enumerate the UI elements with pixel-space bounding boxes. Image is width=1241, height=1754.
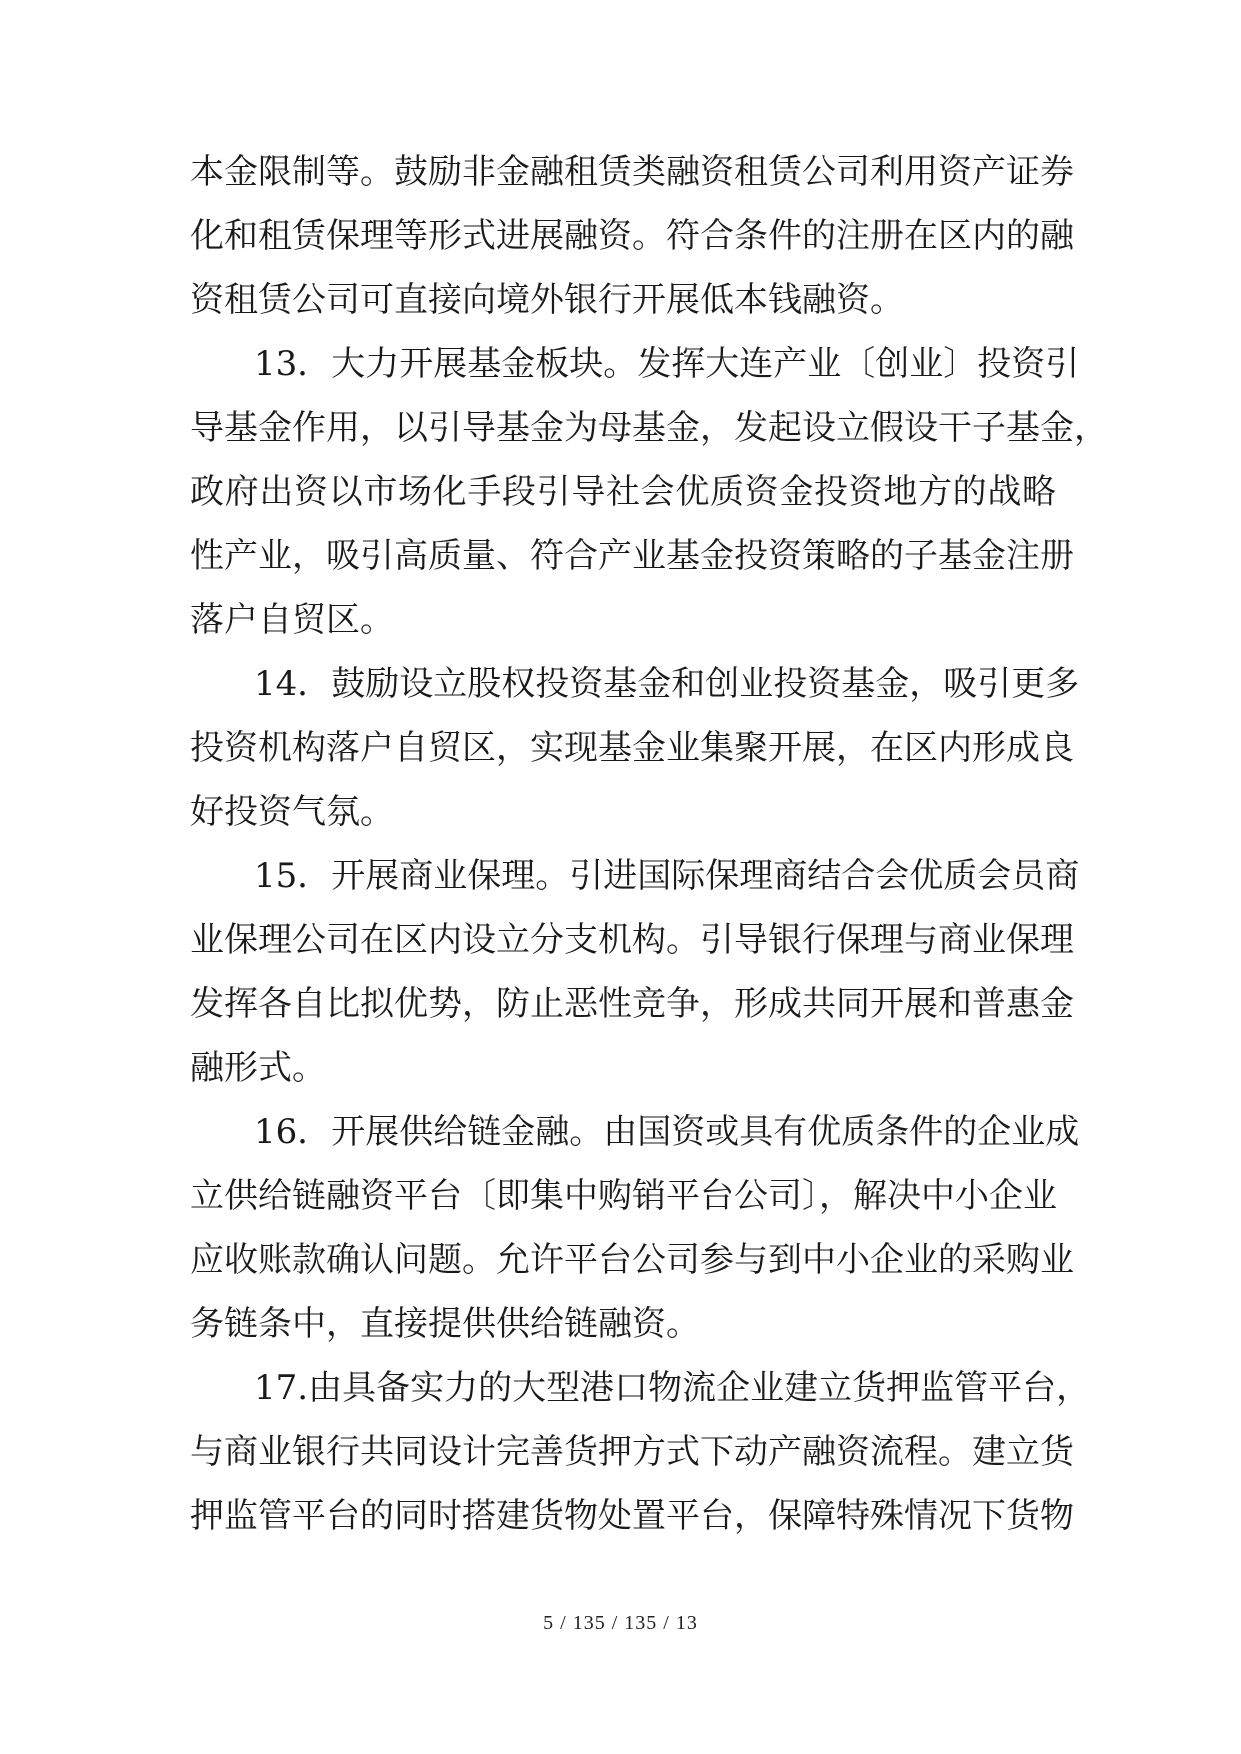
text-line: 导基金作用，以引导基金为母基金，发起设立假设干子基金， — [190, 408, 1108, 448]
text-line: 政府出资以市场化手段引导社会优质资金投资地方的战略 — [190, 472, 1056, 512]
text-line: 业保理公司在区内设立分支机构。引导银行保理与商业保理 — [190, 920, 1074, 960]
text-line: 性产业，吸引高质量、符合产业基金投资策略的子基金注册 — [190, 536, 1074, 576]
text-line: 务链条中，直接提供供给链融资。 — [190, 1304, 700, 1344]
paragraph-item-15 — [190, 844, 1080, 1100]
text-line: 落户自贸区。 — [190, 600, 394, 640]
page-footer: 5 / 135 / 135 / 13 — [543, 1612, 698, 1634]
text-line: 17.由具备实力的大型港口物流企业建立货押监管平台， — [254, 1368, 1091, 1408]
text-line: 与商业银行共同设计完善货押方式下动产融资流程。建立货 — [190, 1432, 1074, 1472]
text-line: 融形式。 — [190, 1048, 326, 1088]
paragraph-item-17 — [190, 1356, 1091, 1548]
text-line: 化和租赁保理等形式进展融资。符合条件的注册在区内的融 — [190, 216, 1074, 256]
paragraph-item-13 — [190, 332, 1108, 652]
text-line: 押监管平台的同时搭建货物处置平台，保障特殊情况下货物 — [190, 1496, 1074, 1536]
text-line: 发挥各自比拟优势，防止恶性竞争，形成共同开展和普惠金 — [190, 984, 1074, 1024]
text-line: 应收账款确认问题。允许平台公司参与到中小企业的采购业 — [190, 1240, 1074, 1280]
text-line: 15．开展商业保理。引进国际保理商结合会优质会员商 — [254, 856, 1080, 896]
paragraph-continuation — [190, 140, 1074, 332]
text-line: 13．大力开展基金板块。发挥大连产业〔创业〕投资引 — [254, 344, 1080, 384]
text-line: 立供给链融资平台〔即集中购销平台公司〕，解决中小企业 — [190, 1176, 1057, 1216]
body-text — [190, 140, 1108, 1548]
text-line: 资租赁公司可直接向境外银行开展低本钱融资。 — [190, 280, 904, 320]
text-line: 本金限制等。鼓励非金融租赁类融资租赁公司利用资产证券 — [190, 152, 1074, 192]
text-line: 14．鼓励设立股权投资基金和创业投资基金，吸引更多 — [254, 664, 1080, 704]
paragraph-item-16 — [190, 1100, 1080, 1356]
paragraph-item-14 — [190, 652, 1080, 844]
text-line: 16．开展供给链金融。由国资或具有优质条件的企业成 — [254, 1112, 1080, 1152]
text-line: 投资机构落户自贸区，实现基金业集聚开展，在区内形成良 — [190, 728, 1074, 768]
text-line: 好投资气氛。 — [190, 792, 394, 832]
